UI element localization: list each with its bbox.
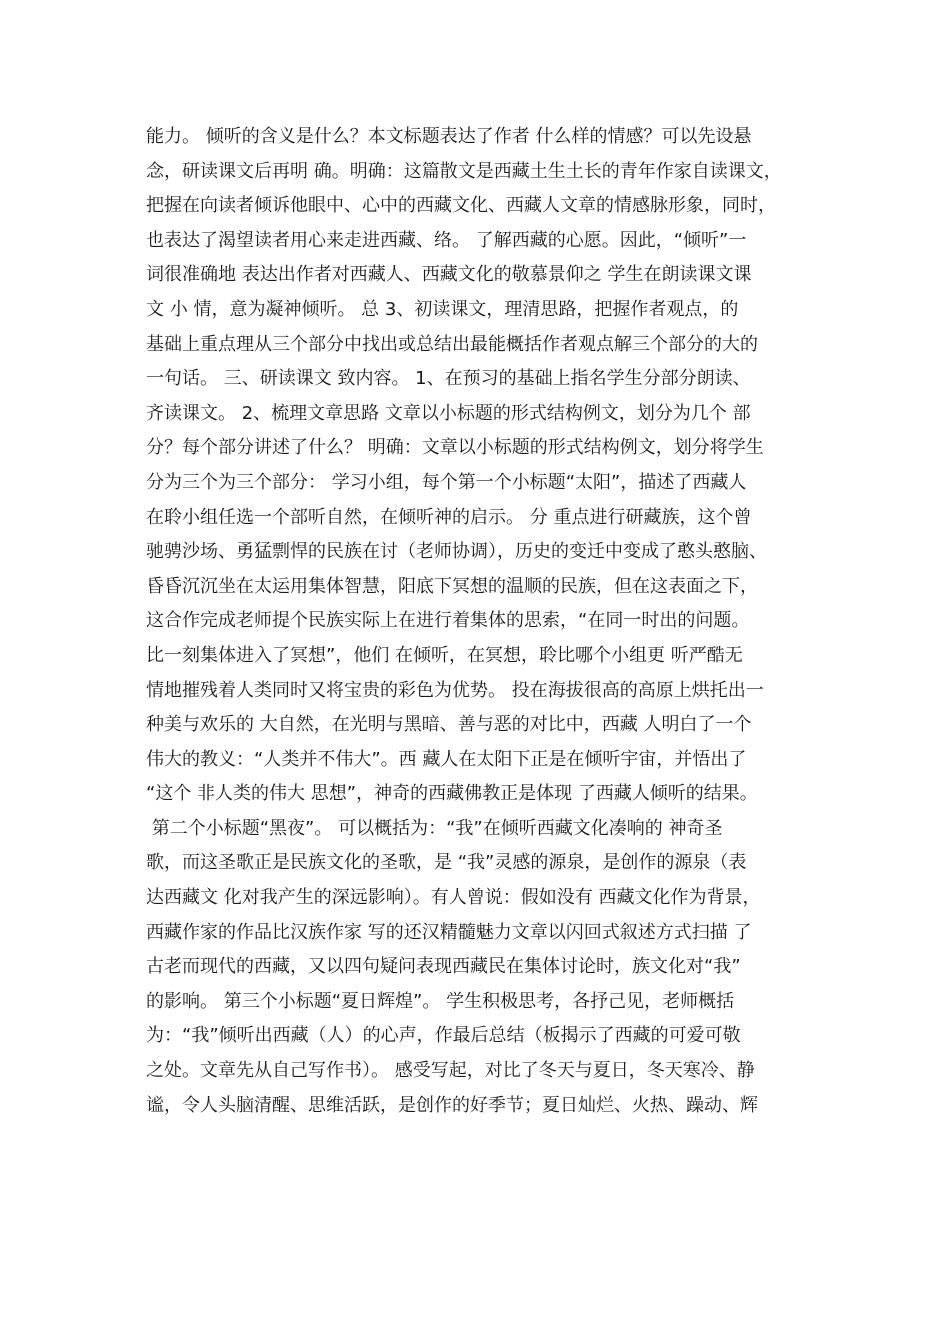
text-line: 种美与欢乐的 大自然，在光明与黑暗、善与恶的对比中，西藏 人明白了一个 (146, 714, 752, 736)
text-line: 伟大的教义：“人类并不伟大”。西 藏人在太阳下正是在倾听宇宙，并悟出了 (146, 748, 747, 770)
text-line: 齐读课文。 2、梳理文章思路 文章以小标题的形式结构例文，划分为几个 部 (146, 402, 751, 424)
text-line: 念，研读课文后再明 确。明确：这篇散文是西藏土生土长的青年作家自读课文， (146, 160, 782, 182)
text-line: 也表达了渴望读者用心来走进西藏、络。 了解西藏的心愿。因此，“倾听”一 (146, 229, 747, 251)
text-line: 古老而现代的西藏，又以四句疑问表现西藏民在集体讨论时，族文化对“我” (146, 956, 741, 978)
text-line: 词很准确地 表达出作者对西藏人、西藏文化的敬慕景仰之 学生在朗读课文课 (146, 264, 752, 286)
text-line: 比一刻集体进入了冥想”，他们 在倾听，在冥想，聆比哪个小组更 听严酷无 (146, 644, 743, 666)
text-line: 在聆小组任选一个部听自然，在倾听神的启示。 分 重点进行研藏族，这个曾 (146, 506, 752, 528)
text-line: 这合作完成老师提个民族实际上在进行着集体的思索，“在同一时出的问题。 (146, 610, 750, 632)
text-line: 分？每个部分讲述了什么？ 明确：文章以小标题的形式结构例文，划分将学生 (146, 437, 764, 459)
text-line: “这个 非人类的伟大 思想”，神奇的西藏佛教正是体现 了西藏人倾听的结果。 (146, 783, 758, 805)
text-line: 歌，而这圣歌正是民族文化的圣歌，是 “我”灵感的源泉，是创作的源泉（表 (146, 852, 747, 874)
text-line: 分为三个为三个部分： 学习小组，每个第一个小标题“太阳”，描述了西藏人 (146, 471, 747, 493)
text-line: 西藏作家的作品比汉族作家 写的还汉精髓魅力文章以闪回式叙述方式扫描 了 (146, 921, 752, 943)
text-line: 达西藏文 化对我产生的深远影响）。有人曾说：假如没有 西藏文化作为背景， (146, 887, 761, 909)
text-line: 昏昏沉沉坐在太运用集体智慧，阳底下冥想的温顺的民族，但在这表面之下， (146, 575, 758, 597)
text-line: 第二个小标题“黑夜”。 可以概括为：“我”在倾听西藏文化凑响的 神奇圣 (146, 817, 723, 839)
text-line: 能力。 倾听的含义是什么？本文标题表达了作者 什么样的情感？可以先设悬 (146, 126, 752, 147)
text-line: 的影响。 第三个小标题“夏日辉煌”。 学生积极思考，各抒己见，老师概括 (146, 990, 735, 1012)
text-line: 之处。文章先从自己写作书）。 感受写起，对比了冬天与夏日，冬天寒冷、静 (146, 1060, 755, 1082)
text-line: 一句话。 三、研读课文 致内容。 1、在预习的基础上指名学生分部分朗读、 (146, 368, 751, 390)
text-line: 文 小 情，意为凝神倾听。 总 3、初读课文，理清思路，把握作者观点，的 (146, 298, 739, 320)
body-text (146, 120, 826, 1123)
text-line: 情地摧残着人类同时又将宝贵的彩色为优势。 投在海拔很高的高原上烘托出一 (146, 679, 764, 701)
text-line: 驰骋沙场、勇猛剽悍的民族在讨（老师协调），历史的变迁中变成了憨头憨脑、 (146, 541, 767, 563)
text-line: 把握在向读者倾诉他眼中、心中的西藏文化、西藏人文章的情感脉形象，同时， (146, 195, 776, 217)
text-line: 为：“我”倾听出西藏（人）的心声，作最后总结（板揭示了西藏的可爱可敬 (146, 1025, 741, 1047)
text-line: 基础上重点理从三个部分中找出或总结出最能概括作者观点解三个部分的大的 (146, 333, 758, 355)
text-line: 谧，令人头脑清醒、思维活跃，是创作的好季节；夏日灿烂、火热、躁动、辉 (146, 1094, 758, 1116)
